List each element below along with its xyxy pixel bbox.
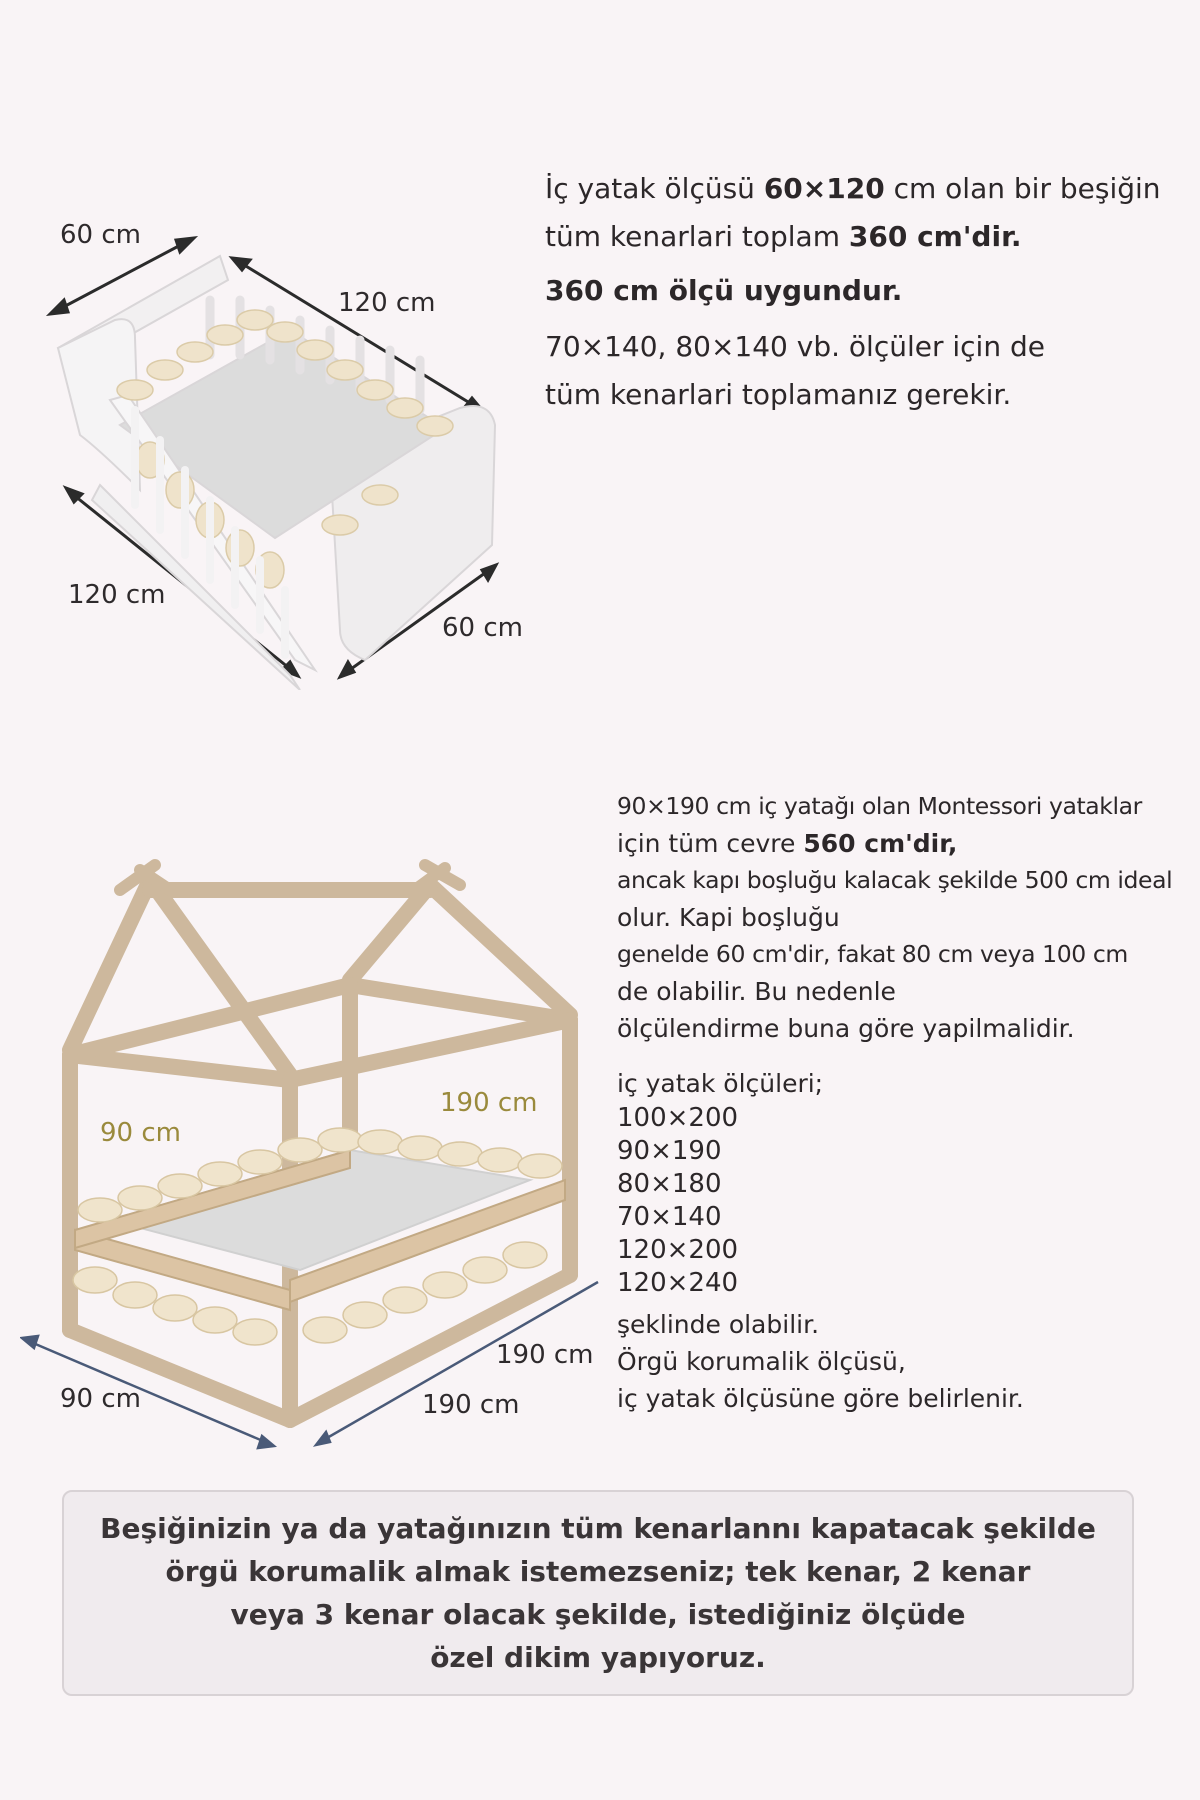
- house-text-closing1: şeklinde olabilir.: [617, 1310, 820, 1339]
- house-text-line3: ancak kapı boşluğu kalacak şekilde 500 cm ideal: [617, 866, 1173, 894]
- crib-dim-top-short: 60 cm: [60, 220, 141, 250]
- crib-dim-top-long: 120 cm: [338, 288, 436, 318]
- crib-text-line3: 70×140, 80×140 vb. ölçüler için de: [545, 330, 1045, 363]
- crib-text-line1: İç yatak ölçüsü 60×120 cm olan bir beşiğin: [545, 172, 1161, 205]
- note-line-2: örgü korumalik almak istemezseniz; tek kenar, 2 kenar: [165, 1555, 1031, 1588]
- house-bed-illustration: [20, 850, 600, 1470]
- house-text-line4: olur. Kapi boşluğu: [617, 903, 840, 932]
- crib-frame: [58, 256, 495, 690]
- house-text-closing2: Örgü korumalik ölçüsü,: [617, 1347, 906, 1376]
- house-text-line7: ölçülendirme buna göre yapilmalidir.: [617, 1014, 1075, 1043]
- house-dim-bottom-short: 90 cm: [60, 1384, 141, 1414]
- note-line-3: veya 3 kenar olacak şekilde, istediğiniz ölçüde: [230, 1598, 966, 1631]
- size-item: 120×240: [617, 1268, 739, 1298]
- size-item: 120×200: [617, 1235, 739, 1265]
- sizes-title: iç yatak ölçüleri;: [617, 1069, 824, 1098]
- size-item: 100×200: [617, 1103, 739, 1133]
- crib-description: [545, 165, 1185, 419]
- note-line-1: Beşiğinizin ya da yatağınızın tüm kenarlannı kapatacak şekilde: [100, 1512, 1096, 1545]
- house-dim-inner-short: 90 cm: [100, 1118, 181, 1148]
- house-text-line5: genelde 60 cm'dir, fakat 80 cm veya 100 cm: [617, 940, 1128, 968]
- crib-text-line2: tüm kenarlari toplam 360 cm'dir.: [545, 220, 1022, 253]
- house-bed-description: [617, 788, 1197, 1417]
- size-item: 90×190: [617, 1136, 722, 1166]
- note-line-4: özel dikim yapıyoruz.: [430, 1641, 766, 1674]
- crib-text-line4: tüm kenarlari toplamanız gerekir.: [545, 378, 1012, 411]
- house-text-closing3: iç yatak ölçüsüne göre belirlenir.: [617, 1384, 1024, 1413]
- custom-order-note: [62, 1490, 1134, 1696]
- crib-text-heading: 360 cm ölçü uygundur.: [545, 274, 903, 307]
- house-text-line6: de olabilir. Bu nedenle: [617, 977, 896, 1006]
- house-dim-bottom-long: 190 cm: [422, 1390, 520, 1420]
- house-dim-inner-long: 190 cm: [440, 1088, 538, 1118]
- house-dim-side-long: 190 cm: [496, 1340, 594, 1370]
- house-text-line1: 90×190 cm iç yatağı olan Montessori yataklar: [617, 792, 1142, 820]
- crib-dim-bottom-short: 60 cm: [442, 613, 523, 643]
- size-item: 80×180: [617, 1169, 722, 1199]
- house-text-line2: için tüm cevre 560 cm'dir,: [617, 829, 958, 858]
- crib-dim-bottom-long: 120 cm: [68, 580, 166, 610]
- size-item: 70×140: [617, 1202, 722, 1232]
